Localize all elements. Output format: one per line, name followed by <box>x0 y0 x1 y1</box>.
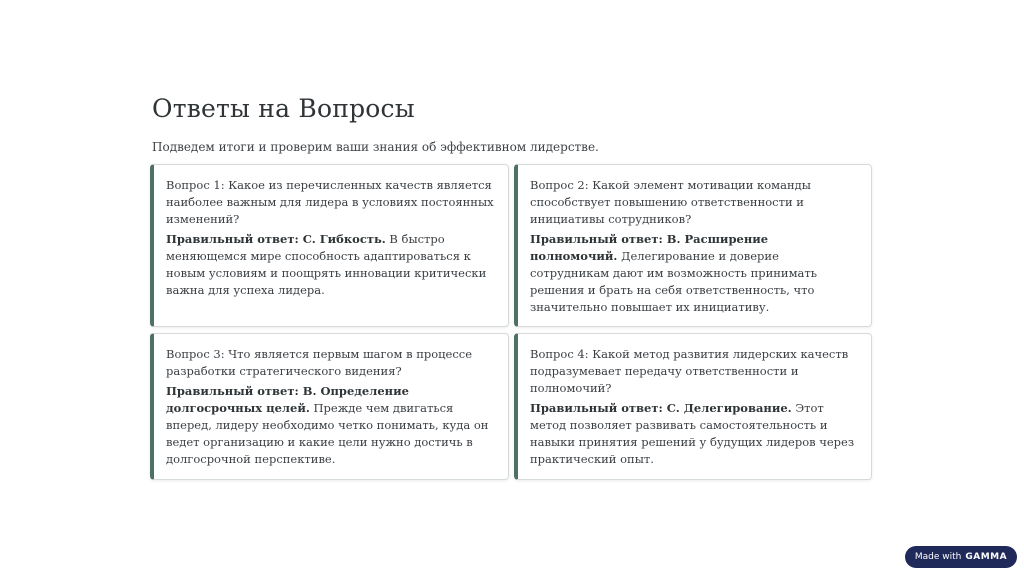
question-text: Вопрос 4: Какой метод развития лидерских качеств подразумевает передачу ответственности и полномочий? <box>530 347 849 395</box>
page-subtitle: Подведем итоги и проверим ваши знания об эффективном лидерстве. <box>152 140 599 154</box>
answer-card-4 <box>514 333 872 480</box>
answer-label: Правильный ответ: B. Определение долгосрочных целей. <box>166 384 409 415</box>
badge-prefix: Made with <box>914 552 962 562</box>
answer-label: Правильный ответ: B. Расширение полномочий. <box>530 232 769 263</box>
answer-explanation: В быстро меняющемся мире способность адаптироваться к новым условиям и поощрять инновации критически важна для успеха лидера. <box>166 232 487 297</box>
answer-label: Правильный ответ: C. Делегирование. <box>530 401 792 415</box>
question-text: Вопрос 1: Какое из перечисленных качеств является наиболее важным для лидера в условиях постоянных изменений? <box>166 178 494 226</box>
made-with-gamma-badge[interactable] <box>905 546 1017 568</box>
answer-paragraph <box>530 231 857 316</box>
answer-paragraph <box>166 383 494 468</box>
answer-card-1 <box>150 164 509 327</box>
answer-label: Правильный ответ: C. Гибкость. <box>166 232 386 246</box>
answer-card-3 <box>150 333 509 480</box>
answer-explanation: Прежде чем двигаться вперед, лидеру необходимо четко понимать, куда он ведет организацию и какие цели нужно достичь в долгосрочной перспективе. <box>166 401 489 466</box>
answer-explanation: Делегирование и доверие сотрудникам дают им возможность принимать решения и брать на себя ответственность, что значительно повышает их инициативу. <box>530 249 818 314</box>
gamma-logo: GAMMA <box>965 552 1008 562</box>
question-text: Вопрос 2: Какой элемент мотивации команды способствует повышению ответственности и инициативы сотрудников? <box>530 178 811 226</box>
answer-card-2 <box>514 164 872 327</box>
page-title: Ответы на Вопросы <box>152 94 415 123</box>
answer-explanation: Этот метод позволяет развивать самостоятельность и навыки принятия решений у будущих лидеров через практический опыт. <box>530 401 855 466</box>
answer-paragraph <box>530 400 857 468</box>
question-text: Вопрос 3: Что является первым шагом в процессе разработки стратегического видения? <box>166 347 473 378</box>
answer-paragraph <box>166 231 494 299</box>
